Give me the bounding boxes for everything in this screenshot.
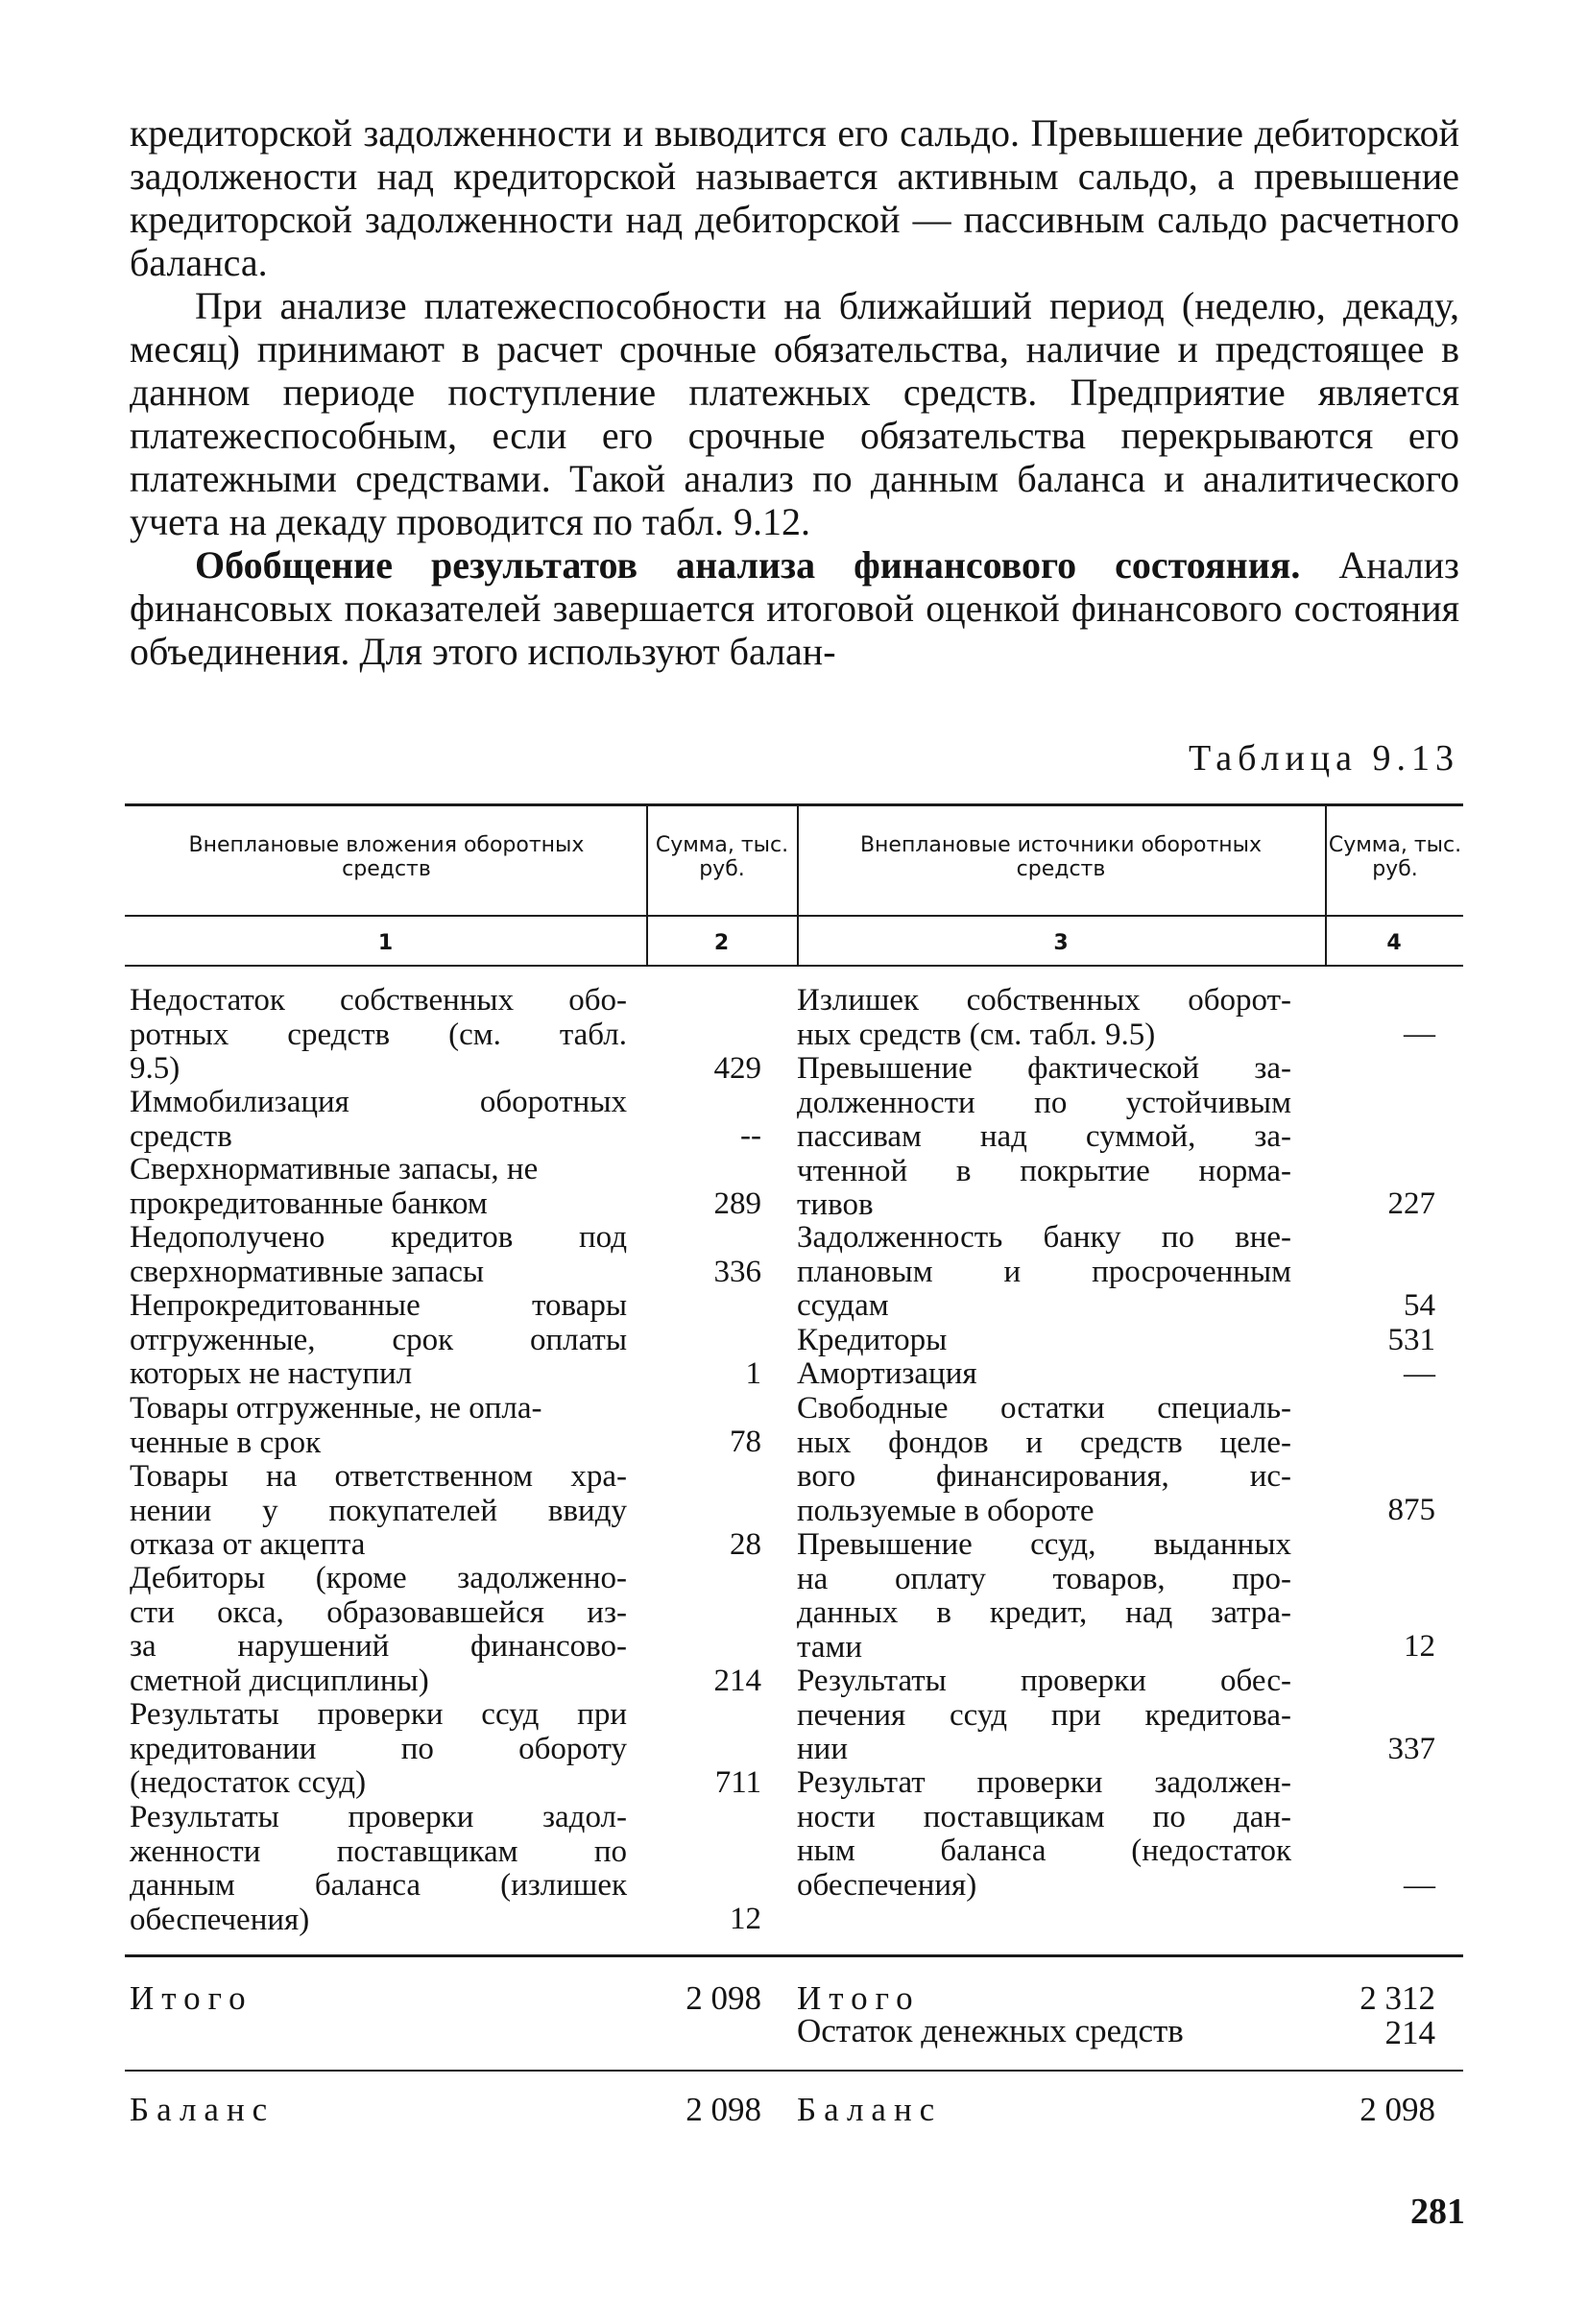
left-row-7-text <box>130 1460 627 1563</box>
right-row-2-value: 227 <box>1387 1186 1435 1221</box>
left-total-label: Итого <box>130 1979 253 2017</box>
right-balance-value: 2 098 <box>1359 2091 1435 2128</box>
left-row-8-value: 214 <box>713 1664 761 1698</box>
right-row-5-text <box>797 1357 1291 1392</box>
left-row-5-value: 1 <box>745 1356 761 1391</box>
header-col1: Внеплановые вложения оборотных средств <box>188 833 585 881</box>
left-row-8-text <box>130 1562 627 1698</box>
paragraph-3 <box>130 543 1459 673</box>
text-line: Амортизация <box>797 1356 977 1391</box>
text-line: плановым и просроченным <box>797 1254 1291 1289</box>
right-row-4-value: 531 <box>1387 1323 1435 1357</box>
right-row-7-value: 12 <box>1404 1629 1435 1664</box>
text-line: прокредитованные банком <box>130 1186 488 1221</box>
left-balance-value: 2 098 <box>686 2091 761 2128</box>
left-row-6-value: 78 <box>730 1425 761 1459</box>
right-row-4-text <box>797 1324 1291 1358</box>
paragraph-1: кредиторской задолженности и выводится его сальдо. Превышение дебиторской задолжености над кредиторской называется активным сальдо, а превышение кредиторской задолженности над дебиторской — пассивным сальдо расчетного баланса. <box>130 111 1459 284</box>
text-line: Превышение фактической за- <box>797 1051 1291 1086</box>
left-row-2-text <box>130 1086 627 1154</box>
right-row-6-value: 875 <box>1387 1493 1435 1527</box>
text-line: Недополучено кредитов под <box>130 1220 627 1255</box>
text-line: Превышение ссуд, выданных <box>797 1527 1291 1562</box>
text-line: печения ссуд при кредитова- <box>797 1697 1291 1733</box>
text-line: ссудам <box>797 1288 889 1323</box>
left-row-5-text <box>130 1289 627 1392</box>
col-number-bottom-rule <box>125 965 1463 967</box>
text-line: долженности по устойчивым <box>797 1085 1291 1120</box>
left-row-9-value: 711 <box>714 1765 761 1800</box>
text-line: сверхнормативные запасы <box>130 1254 485 1289</box>
text-line: ченные в срок <box>130 1425 322 1460</box>
text-line: сметной дисциплины) <box>130 1663 429 1698</box>
text-line: Результат проверки задолжен- <box>797 1765 1291 1800</box>
text-line: ности поставщикам по дан- <box>797 1799 1291 1834</box>
body-text <box>130 111 1459 673</box>
table-top-rule <box>125 803 1463 806</box>
col-number-4: 4 <box>1386 931 1402 955</box>
right-row-1-text <box>797 984 1291 1052</box>
left-row-4-value: 336 <box>713 1255 761 1289</box>
text-line: чтенной в покрытие норма- <box>797 1153 1291 1188</box>
header-col3: Внеплановые источники оборотных средств <box>859 833 1263 881</box>
right-row-7-text <box>797 1528 1291 1665</box>
text-line: данным баланса (излишек <box>130 1868 627 1903</box>
text-line: Кредиторы <box>797 1323 948 1357</box>
paragraph-3-text: Анализ финансовых показателей завершается итоговой оценкой финансового состояния объединения. Для этого используют балан- <box>130 543 1459 673</box>
header-col4: Сумма, тыс. руб. <box>1328 833 1462 881</box>
section-heading-inline: Обобщение результатов анализа финансового состояния. <box>195 543 1301 587</box>
text-line: Свободные остатки специаль- <box>797 1391 1291 1426</box>
text-line: которых не наступил <box>130 1356 413 1391</box>
text-line: за нарушений финансово- <box>130 1629 627 1664</box>
text-line: Товары на ответственном хра- <box>130 1459 627 1494</box>
right-row-1-value: — <box>1404 1017 1435 1051</box>
left-row-4-text <box>130 1221 627 1289</box>
page-number: 281 <box>1410 2192 1465 2232</box>
text-line: пассивам над суммой, за- <box>797 1119 1291 1154</box>
right-row-3-text <box>797 1221 1291 1324</box>
text-line: Иммобилизация оборотных <box>130 1085 627 1119</box>
text-line: Излишек собственных оборот- <box>797 983 1291 1018</box>
left-row-7-value: 28 <box>730 1527 761 1562</box>
left-row-2-value: -- <box>740 1118 761 1153</box>
right-row-5-value: — <box>1404 1356 1435 1391</box>
left-row-1-text <box>130 984 627 1087</box>
text-line: пользуемые в обороте <box>797 1493 1095 1528</box>
text-line: Дебиторы (кроме задолженно- <box>130 1561 627 1595</box>
text-line: данных в кредит, над затра- <box>797 1595 1291 1630</box>
col-number-3: 3 <box>1053 931 1069 955</box>
left-row-10-value: 12 <box>730 1902 761 1936</box>
col-number-2: 2 <box>713 931 730 955</box>
right-total-value: 2 312 <box>1359 1979 1435 2017</box>
text-line: Задолженность банку по вне- <box>797 1220 1291 1255</box>
text-line: кредитовании по обороту <box>130 1731 627 1766</box>
text-line: средств <box>130 1118 232 1154</box>
right-row-2-text <box>797 1052 1291 1223</box>
text-line: вого финансирования, ис- <box>797 1459 1291 1494</box>
text-line: нении у покупателей ввиду <box>130 1493 627 1528</box>
left-row-9-text <box>130 1698 627 1801</box>
text-line: сти окса, образовавшейся из- <box>130 1594 627 1630</box>
text-line: ных фондов и средств целе- <box>797 1425 1291 1460</box>
text-line: ным баланса (недостаток <box>797 1833 1291 1868</box>
totals-top-rule <box>125 1954 1463 1957</box>
text-line: тами <box>797 1629 863 1665</box>
left-row-10-text <box>130 1801 627 1937</box>
text-line: отказа от акцепта <box>130 1527 366 1562</box>
right-row-8-value: 337 <box>1387 1732 1435 1766</box>
left-row-3-value: 289 <box>713 1186 761 1221</box>
text-line: ных средств (см. табл. 9.5) <box>797 1017 1156 1052</box>
text-line: на оплату товаров, про- <box>797 1561 1291 1596</box>
table-caption: Таблица 9.13 <box>1188 738 1459 779</box>
text-line: обеспечения) <box>797 1867 977 1903</box>
text-line: отгруженные, срок оплаты <box>130 1322 627 1357</box>
text-line: (недостаток ссуд) <box>130 1765 367 1800</box>
text-line: 9.5) <box>130 1051 180 1086</box>
text-line: тивов <box>797 1187 874 1222</box>
text-line: Результаты проверки ссуд при <box>130 1697 627 1732</box>
right-row-6-text <box>797 1392 1291 1528</box>
header-bottom-rule <box>125 915 1463 917</box>
right-row-9-text <box>797 1766 1291 1903</box>
left-row-3-text <box>130 1153 627 1221</box>
text-line: Товары отгруженные, не опла- <box>130 1391 542 1426</box>
left-row-6-text <box>130 1392 627 1460</box>
right-row-9-value: — <box>1404 1868 1435 1903</box>
text-line: ротных средств (см. табл. <box>130 1017 627 1052</box>
cash-balance-value: 214 <box>1384 2014 1435 2051</box>
text-line: Результаты проверки задол- <box>130 1800 627 1834</box>
text-line: Сверхнормативные запасы, не <box>130 1152 539 1186</box>
right-balance-label: Баланс <box>797 2091 943 2128</box>
right-row-8-text <box>797 1665 1291 1767</box>
text-line: Результаты проверки обес- <box>797 1664 1291 1698</box>
left-total-value: 2 098 <box>686 1979 761 2017</box>
text-line: женности поставщикам по <box>130 1833 627 1869</box>
left-balance-label: Баланс <box>130 2091 276 2128</box>
text-line: нии <box>797 1732 848 1766</box>
text-line: Недостаток собственных обо- <box>130 983 627 1018</box>
paragraph-2: При анализе платежеспособности на ближайший период (неделю, декаду, месяц) принимают в расчет срочные обязательства, наличие и предстоящее в данном периоде поступление платежных средств. Предприятие является платежеспособным, если его срочные обязательства перекрываются его платежными средствами. Такой анализ по данным баланса и аналитического учета на декаду проводится по табл. 9.12. <box>130 284 1459 543</box>
balance-top-rule <box>125 2070 1463 2072</box>
left-row-1-value: 429 <box>713 1051 761 1086</box>
text-line: Непрокредитованные товары <box>130 1288 627 1323</box>
header-col2: Сумма, тыс. руб. <box>655 833 789 881</box>
right-total-label: Итого <box>797 1979 921 2017</box>
right-row-3-value: 54 <box>1404 1288 1435 1323</box>
cash-balance-label: Остаток денежных средств <box>797 2012 1184 2049</box>
text-line: обеспечения) <box>130 1902 310 1937</box>
col-number-1: 1 <box>377 931 394 955</box>
